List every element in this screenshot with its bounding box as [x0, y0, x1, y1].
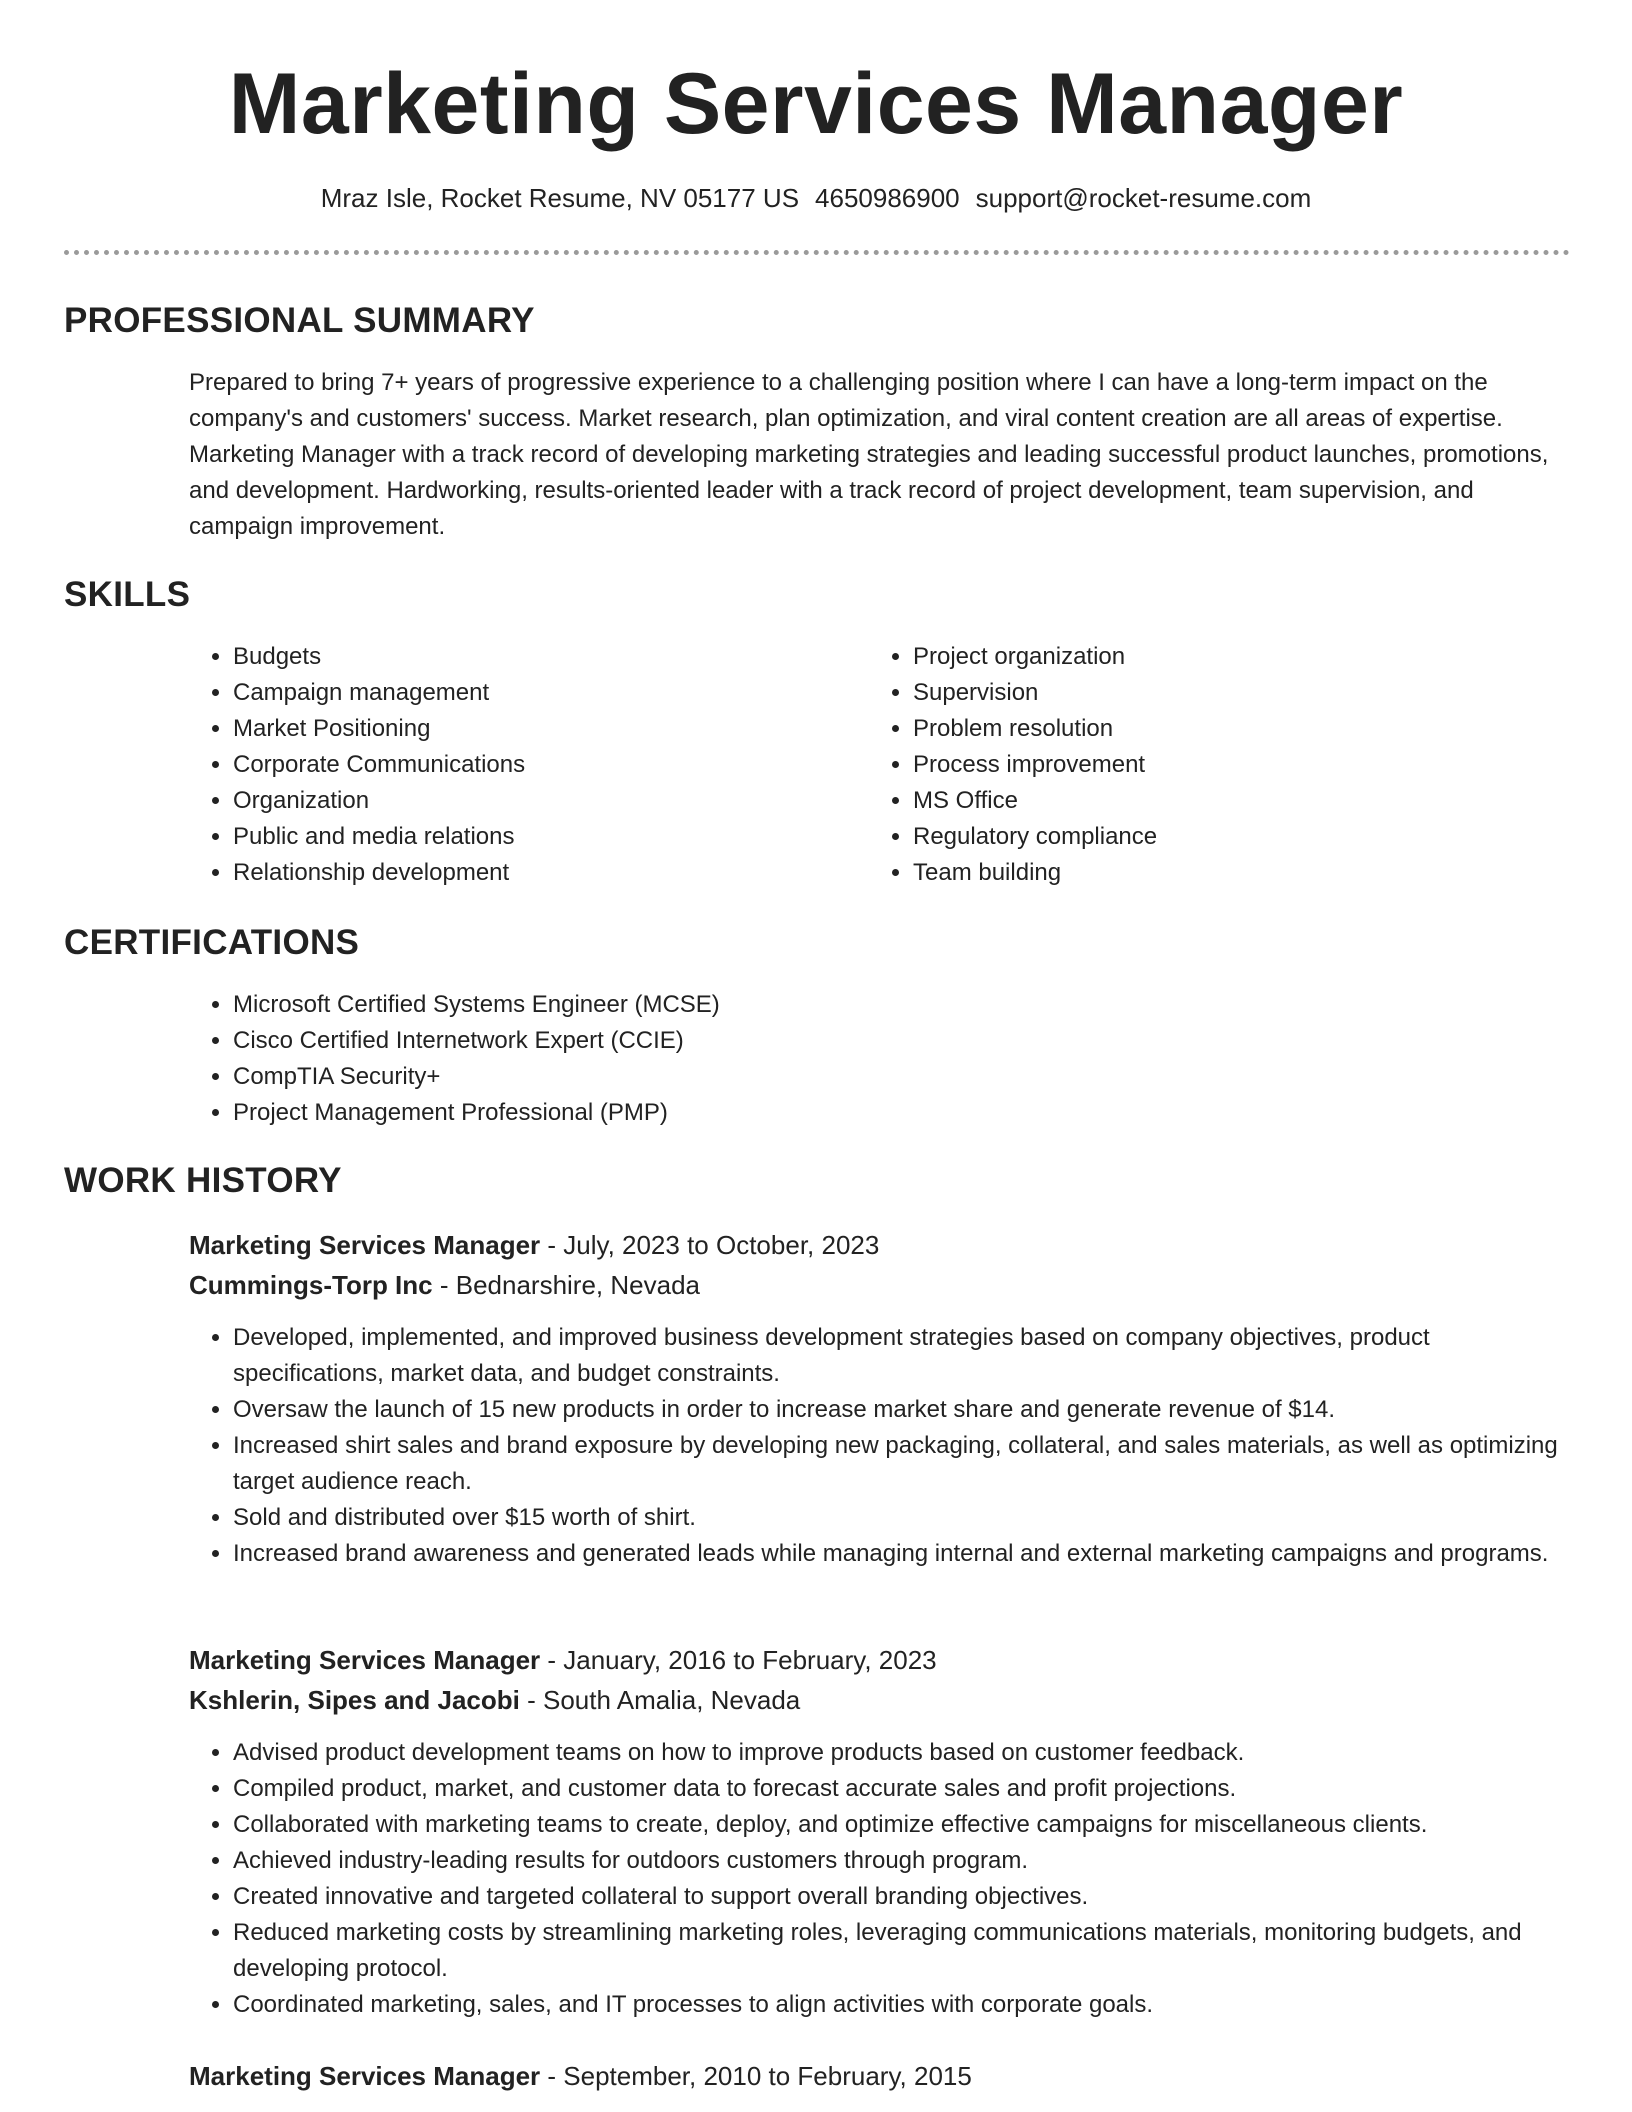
section-title-summary: PROFESSIONAL SUMMARY	[64, 301, 535, 340]
skill-item: • Budgets	[233, 639, 853, 675]
skill-item: • MS Office	[913, 783, 1533, 819]
skill-item: • Public and media relations	[233, 819, 853, 855]
job-bullet: • Increased shirt sales and brand exposure by developing new packaging, collateral, and sales materials, as well as optimizing target audience reach.	[233, 1428, 1578, 1500]
job-bullet: • Compiled product, market, and customer data to forecast accurate sales and profit projections.	[233, 1771, 1578, 1807]
skill-item: • Regulatory compliance	[913, 819, 1533, 855]
job-title-line	[189, 1226, 879, 1264]
job-bullets	[189, 1735, 1578, 2023]
skill-item: • Team building	[913, 855, 1533, 891]
job-bullet: • Achieved industry-leading results for outdoors customers through program.	[233, 1843, 1578, 1879]
job-company-line	[189, 1681, 800, 1719]
section-title-certifications: CERTIFICATIONS	[64, 923, 360, 962]
skill-item: • Process improvement	[913, 747, 1533, 783]
certification-item: • CompTIA Security+	[233, 1059, 1533, 1095]
skills-list-left	[189, 639, 853, 891]
contact-address: Mraz Isle, Rocket Resume, NV 05177 US	[320, 183, 800, 213]
job-title-line	[189, 2057, 972, 2095]
section-title-work-history: WORK HISTORY	[64, 1161, 342, 1200]
job-role: Marketing Services Manager	[189, 2061, 541, 2091]
job-dates: - July, 2023 to October, 2023	[540, 1230, 880, 1260]
skill-item: • Market Positioning	[233, 711, 853, 747]
skill-item: • Supervision	[913, 675, 1533, 711]
job-role: Marketing Services Manager	[189, 1645, 541, 1675]
job-bullet: • Reduced marketing costs by streamlining marketing roles, leveraging communications materials, monitoring budgets, and developing protocol.	[233, 1915, 1578, 1987]
contact-line	[0, 180, 1632, 216]
job-company: Kshlerin, Sipes and Jacobi	[189, 1685, 520, 1715]
skills-list-right	[869, 639, 1533, 891]
job-bullet: • Increased brand awareness and generated leads while managing internal and external marketing campaigns and programs.	[233, 1536, 1578, 1572]
certification-item: • Microsoft Certified Systems Engineer (MCSE)	[233, 987, 1533, 1023]
contact-email: support@rocket-resume.com	[975, 183, 1312, 213]
job-bullet: • Oversaw the launch of 15 new products in order to increase market share and generate revenue of $14.	[233, 1392, 1578, 1428]
job-location: - Bednarshire, Nevada	[432, 1270, 700, 1300]
contact-phone: 4650986900	[815, 183, 960, 213]
skill-item: • Campaign management	[233, 675, 853, 711]
certifications-list	[189, 987, 1533, 1131]
job-bullet: • Advised product development teams on how to improve products based on customer feedback.	[233, 1735, 1578, 1771]
job-dates: - January, 2016 to February, 2023	[540, 1645, 937, 1675]
certification-item: • Cisco Certified Internetwork Expert (CCIE)	[233, 1023, 1533, 1059]
skill-item: • Project organization	[913, 639, 1533, 675]
skill-item: • Organization	[233, 783, 853, 819]
job-company: Cummings-Torp Inc	[189, 1270, 433, 1300]
job-bullets	[189, 1320, 1578, 1572]
summary-text: Prepared to bring 7+ years of progressive experience to a challenging position where I can have a long-term impact on the company's and customers' success. Market research, plan optimization, and viral content creation are all areas of expertise. Marketing Manager with a track record of developing marketing strategies and leading successful product launches, promotions, and development. Hardworking, results-oriented leader with a track record of project development, team supervision, and campaign improvement.	[189, 369, 1549, 540]
job-dates: - September, 2010 to February, 2015	[540, 2061, 972, 2091]
skill-item: • Relationship development	[233, 855, 853, 891]
job-company-line	[189, 1266, 700, 1304]
job-bullet: • Sold and distributed over $15 worth of shirt.	[233, 1500, 1578, 1536]
job-bullet: • Coordinated marketing, sales, and IT processes to align activities with corporate goals.	[233, 1987, 1578, 2023]
job-role: Marketing Services Manager	[189, 1230, 541, 1260]
job-location: - South Amalia, Nevada	[519, 1685, 801, 1715]
skill-item: • Problem resolution	[913, 711, 1533, 747]
certification-item: • Project Management Professional (PMP)	[233, 1095, 1533, 1131]
job-title-line	[189, 1641, 937, 1679]
section-title-skills: SKILLS	[64, 575, 191, 614]
job-bullet: • Created innovative and targeted collateral to support overall branding objectives.	[233, 1879, 1578, 1915]
header-divider	[64, 250, 1570, 255]
job-bullet: • Developed, implemented, and improved business development strategies based on company objectives, product specifications, market data, and budget constraints.	[233, 1320, 1578, 1392]
job-bullet: • Collaborated with marketing teams to create, deploy, and optimize effective campaigns for miscellaneous clients.	[233, 1807, 1578, 1843]
candidate-name: Marketing Services Manager	[228, 56, 1404, 152]
skill-item: • Corporate Communications	[233, 747, 853, 783]
